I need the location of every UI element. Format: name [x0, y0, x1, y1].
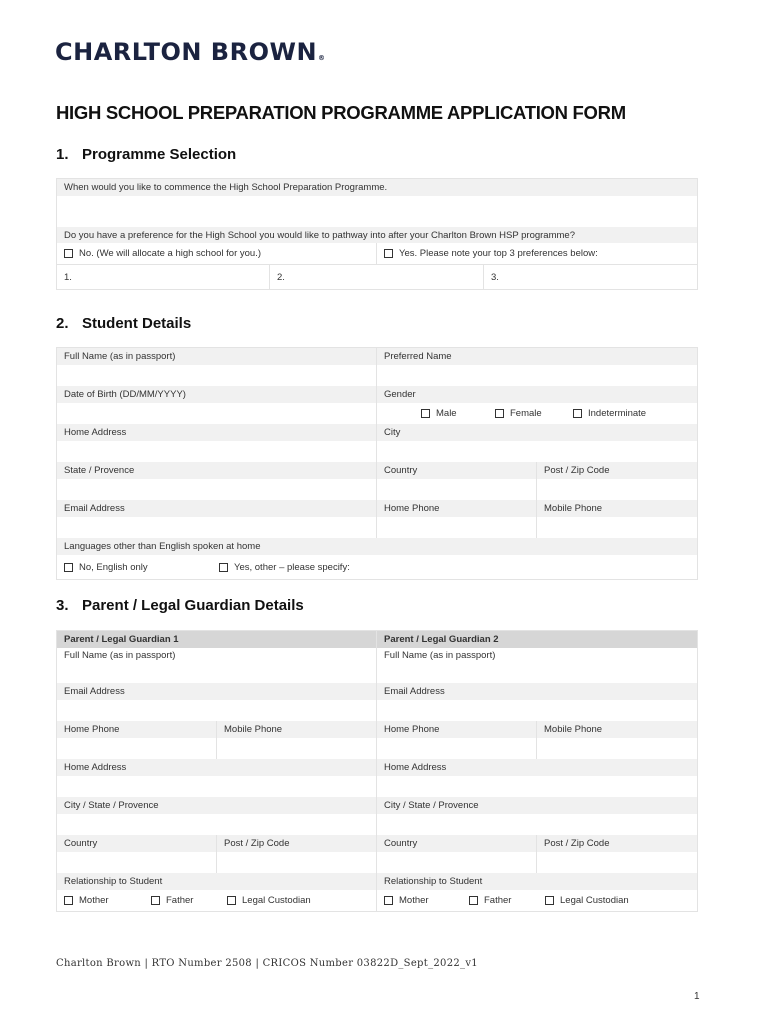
g2-city-state-input[interactable] — [377, 814, 697, 835]
home-phone-label: Home Phone — [377, 500, 537, 517]
country-label: Country — [377, 462, 537, 479]
dob-label: Date of Birth (DD/MM/YYYY) — [57, 386, 377, 403]
preference-3-field[interactable]: 3. — [491, 271, 499, 283]
checkbox-icon[interactable] — [219, 563, 228, 572]
g2-postcode-label: Post / Zip Code — [537, 835, 697, 852]
checkbox-icon[interactable] — [227, 896, 236, 905]
company-logo: CHARLTON BROWN® — [55, 38, 326, 66]
guardian-2-header: Parent / Legal Guardian 2 — [377, 631, 697, 648]
form-title: HIGH SCHOOL PREPARATION PROGRAMME APPLICATION FORM — [56, 102, 626, 123]
postcode-input[interactable] — [537, 479, 697, 500]
city-label: City — [377, 424, 697, 441]
mobile-phone-input[interactable] — [537, 517, 697, 538]
programme-selection-table — [56, 178, 698, 290]
checkbox-icon[interactable] — [384, 896, 393, 905]
checkbox-icon[interactable] — [384, 249, 393, 258]
g1-relationship-options — [57, 890, 377, 911]
commence-answer-field[interactable] — [57, 196, 697, 227]
gender-female-option[interactable]: Female — [495, 408, 573, 419]
g2-home-address-input[interactable] — [377, 776, 697, 797]
preference-1-field[interactable]: 1. — [57, 265, 270, 289]
home-phone-input[interactable] — [377, 517, 537, 538]
student-details-table — [56, 347, 698, 580]
g2-full-name-label: Full Name (as in passport) — [377, 648, 697, 662]
g2-legal-custodian-option[interactable]: Legal Custodian — [545, 895, 629, 906]
commence-question-label: When would you like to commence the High School Preparation Programme. — [57, 179, 697, 196]
checkbox-icon[interactable] — [421, 409, 430, 418]
g1-legal-custodian-option[interactable]: Legal Custodian — [227, 895, 311, 906]
registered-mark: ® — [318, 54, 326, 62]
g1-country-input[interactable] — [57, 852, 217, 873]
g2-father-option[interactable]: Father — [469, 895, 545, 906]
g2-mother-option[interactable]: Mother — [384, 895, 469, 906]
gender-male-option[interactable]: Male — [421, 408, 495, 419]
dob-input[interactable] — [57, 403, 377, 424]
preference-yes-option[interactable]: Yes. Please note your top 3 preferences below: — [377, 243, 697, 264]
g1-postcode-label: Post / Zip Code — [217, 835, 377, 852]
g1-email-label: Email Address — [57, 683, 377, 700]
g1-country-label: Country — [57, 835, 217, 852]
g1-home-phone-label: Home Phone — [57, 721, 217, 738]
checkbox-icon[interactable] — [64, 249, 73, 258]
g2-home-phone-input[interactable] — [377, 738, 537, 759]
section-heading-guardian-details: 3. Parent / Legal Guardian Details — [56, 597, 304, 614]
preference-no-option[interactable]: No. (We will allocate a high school for you.) — [57, 243, 377, 264]
languages-options — [57, 555, 697, 579]
languages-label: Languages other than English spoken at home — [57, 538, 697, 555]
page-footer: Charlton Brown | RTO Number 2508 | CRICOS Number 03822D_Sept_2022_v1 — [56, 958, 478, 969]
email-input[interactable] — [57, 517, 377, 538]
g1-relationship-label: Relationship to Student — [57, 873, 377, 890]
language-no-option[interactable]: No, English only — [64, 562, 219, 573]
mobile-phone-label: Mobile Phone — [537, 500, 697, 517]
preferred-name-input[interactable] — [377, 365, 697, 386]
g2-mobile-phone-input[interactable] — [537, 738, 697, 759]
full-name-label: Full Name (as in passport) — [57, 348, 377, 365]
g2-country-label: Country — [377, 835, 537, 852]
gender-label: Gender — [377, 386, 697, 403]
g2-full-name-input[interactable] — [377, 662, 697, 683]
g1-home-address-input[interactable] — [57, 776, 377, 797]
checkbox-icon[interactable] — [573, 409, 582, 418]
city-input[interactable] — [377, 441, 697, 462]
guardian-1-header: Parent / Legal Guardian 1 — [57, 631, 377, 648]
g1-full-name-input[interactable] — [57, 662, 377, 683]
g2-home-phone-label: Home Phone — [377, 721, 537, 738]
country-input[interactable] — [377, 479, 537, 500]
checkbox-icon[interactable] — [495, 409, 504, 418]
state-input[interactable] — [57, 479, 377, 500]
g1-mobile-phone-label: Mobile Phone — [217, 721, 377, 738]
full-name-input[interactable] — [57, 365, 377, 386]
section-heading-programme-selection: 1. Programme Selection — [56, 146, 237, 163]
g1-city-state-input[interactable] — [57, 814, 377, 835]
preference-question-label: Do you have a preference for the High School you would like to pathway into after your Charlton Brown HSP programme? — [57, 227, 697, 243]
g1-email-input[interactable] — [57, 700, 377, 721]
preference-2-field[interactable]: 2. — [270, 265, 484, 289]
home-address-label: Home Address — [57, 424, 377, 441]
g1-postcode-input[interactable] — [217, 852, 377, 873]
g1-mobile-phone-input[interactable] — [217, 738, 377, 759]
gender-indeterminate-option[interactable]: Indeterminate — [573, 408, 646, 419]
checkbox-icon[interactable] — [469, 896, 478, 905]
g1-mother-option[interactable]: Mother — [64, 895, 151, 906]
email-label: Email Address — [57, 500, 377, 517]
g2-email-input[interactable] — [377, 700, 697, 721]
postcode-label: Post / Zip Code — [537, 462, 697, 479]
g2-email-label: Email Address — [377, 683, 697, 700]
g2-relationship-label: Relationship to Student — [377, 873, 697, 890]
g2-city-state-label: City / State / Provence — [377, 797, 697, 814]
guardian-details-table — [56, 630, 698, 912]
home-address-input[interactable] — [57, 441, 377, 462]
gender-options — [377, 403, 697, 424]
checkbox-icon[interactable] — [64, 563, 73, 572]
language-yes-option[interactable]: Yes, other – please specify: — [219, 562, 350, 573]
preferred-name-label: Preferred Name — [377, 348, 697, 365]
checkbox-icon[interactable] — [545, 896, 554, 905]
g2-postcode-input[interactable] — [537, 852, 697, 873]
g2-home-address-label: Home Address — [377, 759, 697, 776]
g1-home-phone-input[interactable] — [57, 738, 217, 759]
checkbox-icon[interactable] — [64, 896, 73, 905]
g2-relationship-options — [377, 890, 697, 911]
page-number: 1 — [694, 991, 700, 1002]
state-label: State / Provence — [57, 462, 377, 479]
g1-father-option[interactable]: Father — [151, 895, 227, 906]
g2-mobile-phone-label: Mobile Phone — [537, 721, 697, 738]
g1-full-name-label: Full Name (as in passport) — [57, 648, 377, 662]
g2-country-input[interactable] — [377, 852, 537, 873]
checkbox-icon[interactable] — [151, 896, 160, 905]
section-heading-student-details: 2. Student Details — [56, 315, 192, 332]
g1-city-state-label: City / State / Provence — [57, 797, 377, 814]
g1-home-address-label: Home Address — [57, 759, 377, 776]
